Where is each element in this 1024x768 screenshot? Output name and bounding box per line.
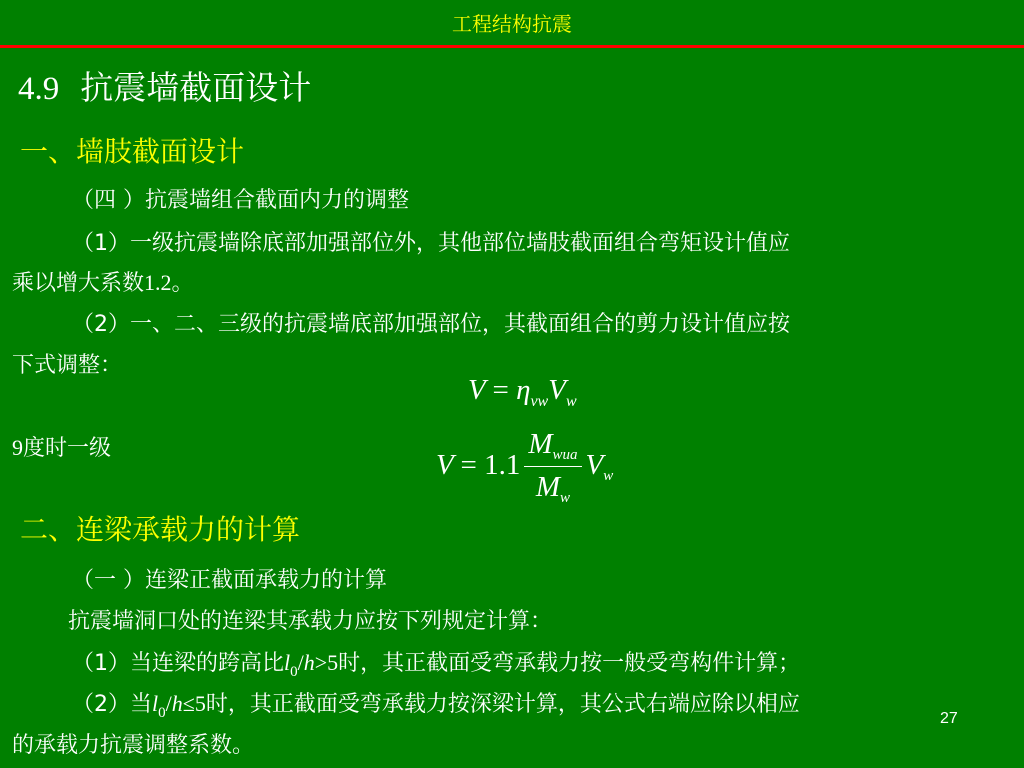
- part1-heading: 一、墙肢截面设计: [20, 135, 245, 168]
- part2-heading: 二、连梁承载力的计算: [20, 513, 301, 546]
- formula1-eta: η: [516, 374, 531, 406]
- header-divider: [0, 45, 1024, 48]
- part2-item2-h: h: [171, 691, 183, 716]
- section-number: 4.9: [18, 71, 60, 107]
- part2-item2-post: 时，其正截面受弯承载力按深梁计算，其公式右端应除以相应: [205, 692, 800, 717]
- formula2-eq: =: [460, 449, 477, 482]
- part2-item1-slash: /: [297, 650, 304, 675]
- formula2-den-sub: w: [559, 490, 570, 506]
- formula1-v-sub: w: [565, 393, 577, 410]
- part2-item1: [72, 646, 800, 681]
- part2-item2-l-sub: 0: [158, 705, 166, 721]
- part2-item2-pre: （2）当: [72, 692, 152, 717]
- grade9-text: 度时一级: [23, 436, 112, 461]
- part2-item1-l: l: [284, 650, 291, 675]
- part1-item1-line1: （1）一级抗震墙除底部加强部位外，其他部位墙肢截面组合弯矩设计值应: [72, 231, 790, 256]
- formula1-eq: =: [492, 374, 509, 406]
- item1-text: 乘以增大系数: [12, 271, 145, 296]
- formula-grade9: [436, 428, 613, 507]
- formula2-num-sub: wua: [552, 447, 578, 463]
- part2-subheading: （一 ）连梁正截面承载力的计算: [72, 568, 387, 593]
- formula1-eta-sub: vw: [530, 393, 549, 410]
- part2-item2-line2: 的承载力抗震调整系数。: [12, 733, 255, 758]
- formula2-v-sub: w: [603, 468, 614, 485]
- section-title: [18, 62, 311, 109]
- part2-item2-l: l: [152, 691, 159, 716]
- part2-item1-l-sub: 0: [290, 664, 298, 680]
- page-number: 27: [940, 710, 958, 727]
- part2-item1-cmp: >5: [314, 650, 339, 675]
- formula2-lhs: V: [436, 449, 454, 482]
- part1-item2-line1: （2）一、二、三级的抗震墙底部加强部位，其截面组合的剪力设计值应按: [72, 312, 790, 337]
- part2-item2-slash: /: [165, 691, 172, 716]
- formula2-numerator: [524, 428, 581, 467]
- part2-item1-post: 时，其正截面受弯承载力按一般受弯构件计算；: [338, 651, 801, 676]
- formula1-v: V: [548, 374, 566, 406]
- formula2-fraction: [524, 428, 581, 507]
- part1-item2-line2: 下式调整：: [12, 353, 123, 378]
- part2-intro: 抗震墙洞口处的连梁其承载力应按下列规定计算：: [68, 609, 553, 634]
- formula-shear-adjust: [468, 374, 577, 411]
- section-title-text: 抗震墙截面设计: [80, 68, 312, 107]
- part1-subheading: （四 ）抗震墙组合截面内力的调整: [72, 188, 409, 213]
- grade9-number: 9: [12, 435, 23, 460]
- formula2-den-m: M: [535, 471, 560, 503]
- formula2-num-m: M: [528, 428, 553, 460]
- item1-end: 。: [171, 271, 194, 296]
- part2-item1-h: h: [303, 650, 315, 675]
- part2-item1-pre: （1）当连梁的跨高比: [72, 651, 284, 676]
- slide-header: 工程结构抗震: [452, 12, 572, 36]
- part2-item2-line1: [72, 687, 800, 722]
- formula2-coef: 1.1: [484, 449, 521, 482]
- part2-item2-cmp: ≤5: [182, 691, 206, 716]
- formula2-denominator: [524, 467, 581, 507]
- grade9-label: [12, 431, 111, 462]
- formula1-lhs: V: [468, 374, 486, 406]
- formula2-v: V: [585, 449, 604, 482]
- item1-factor: 1.2: [144, 270, 172, 295]
- part1-item1-line2: [12, 266, 194, 297]
